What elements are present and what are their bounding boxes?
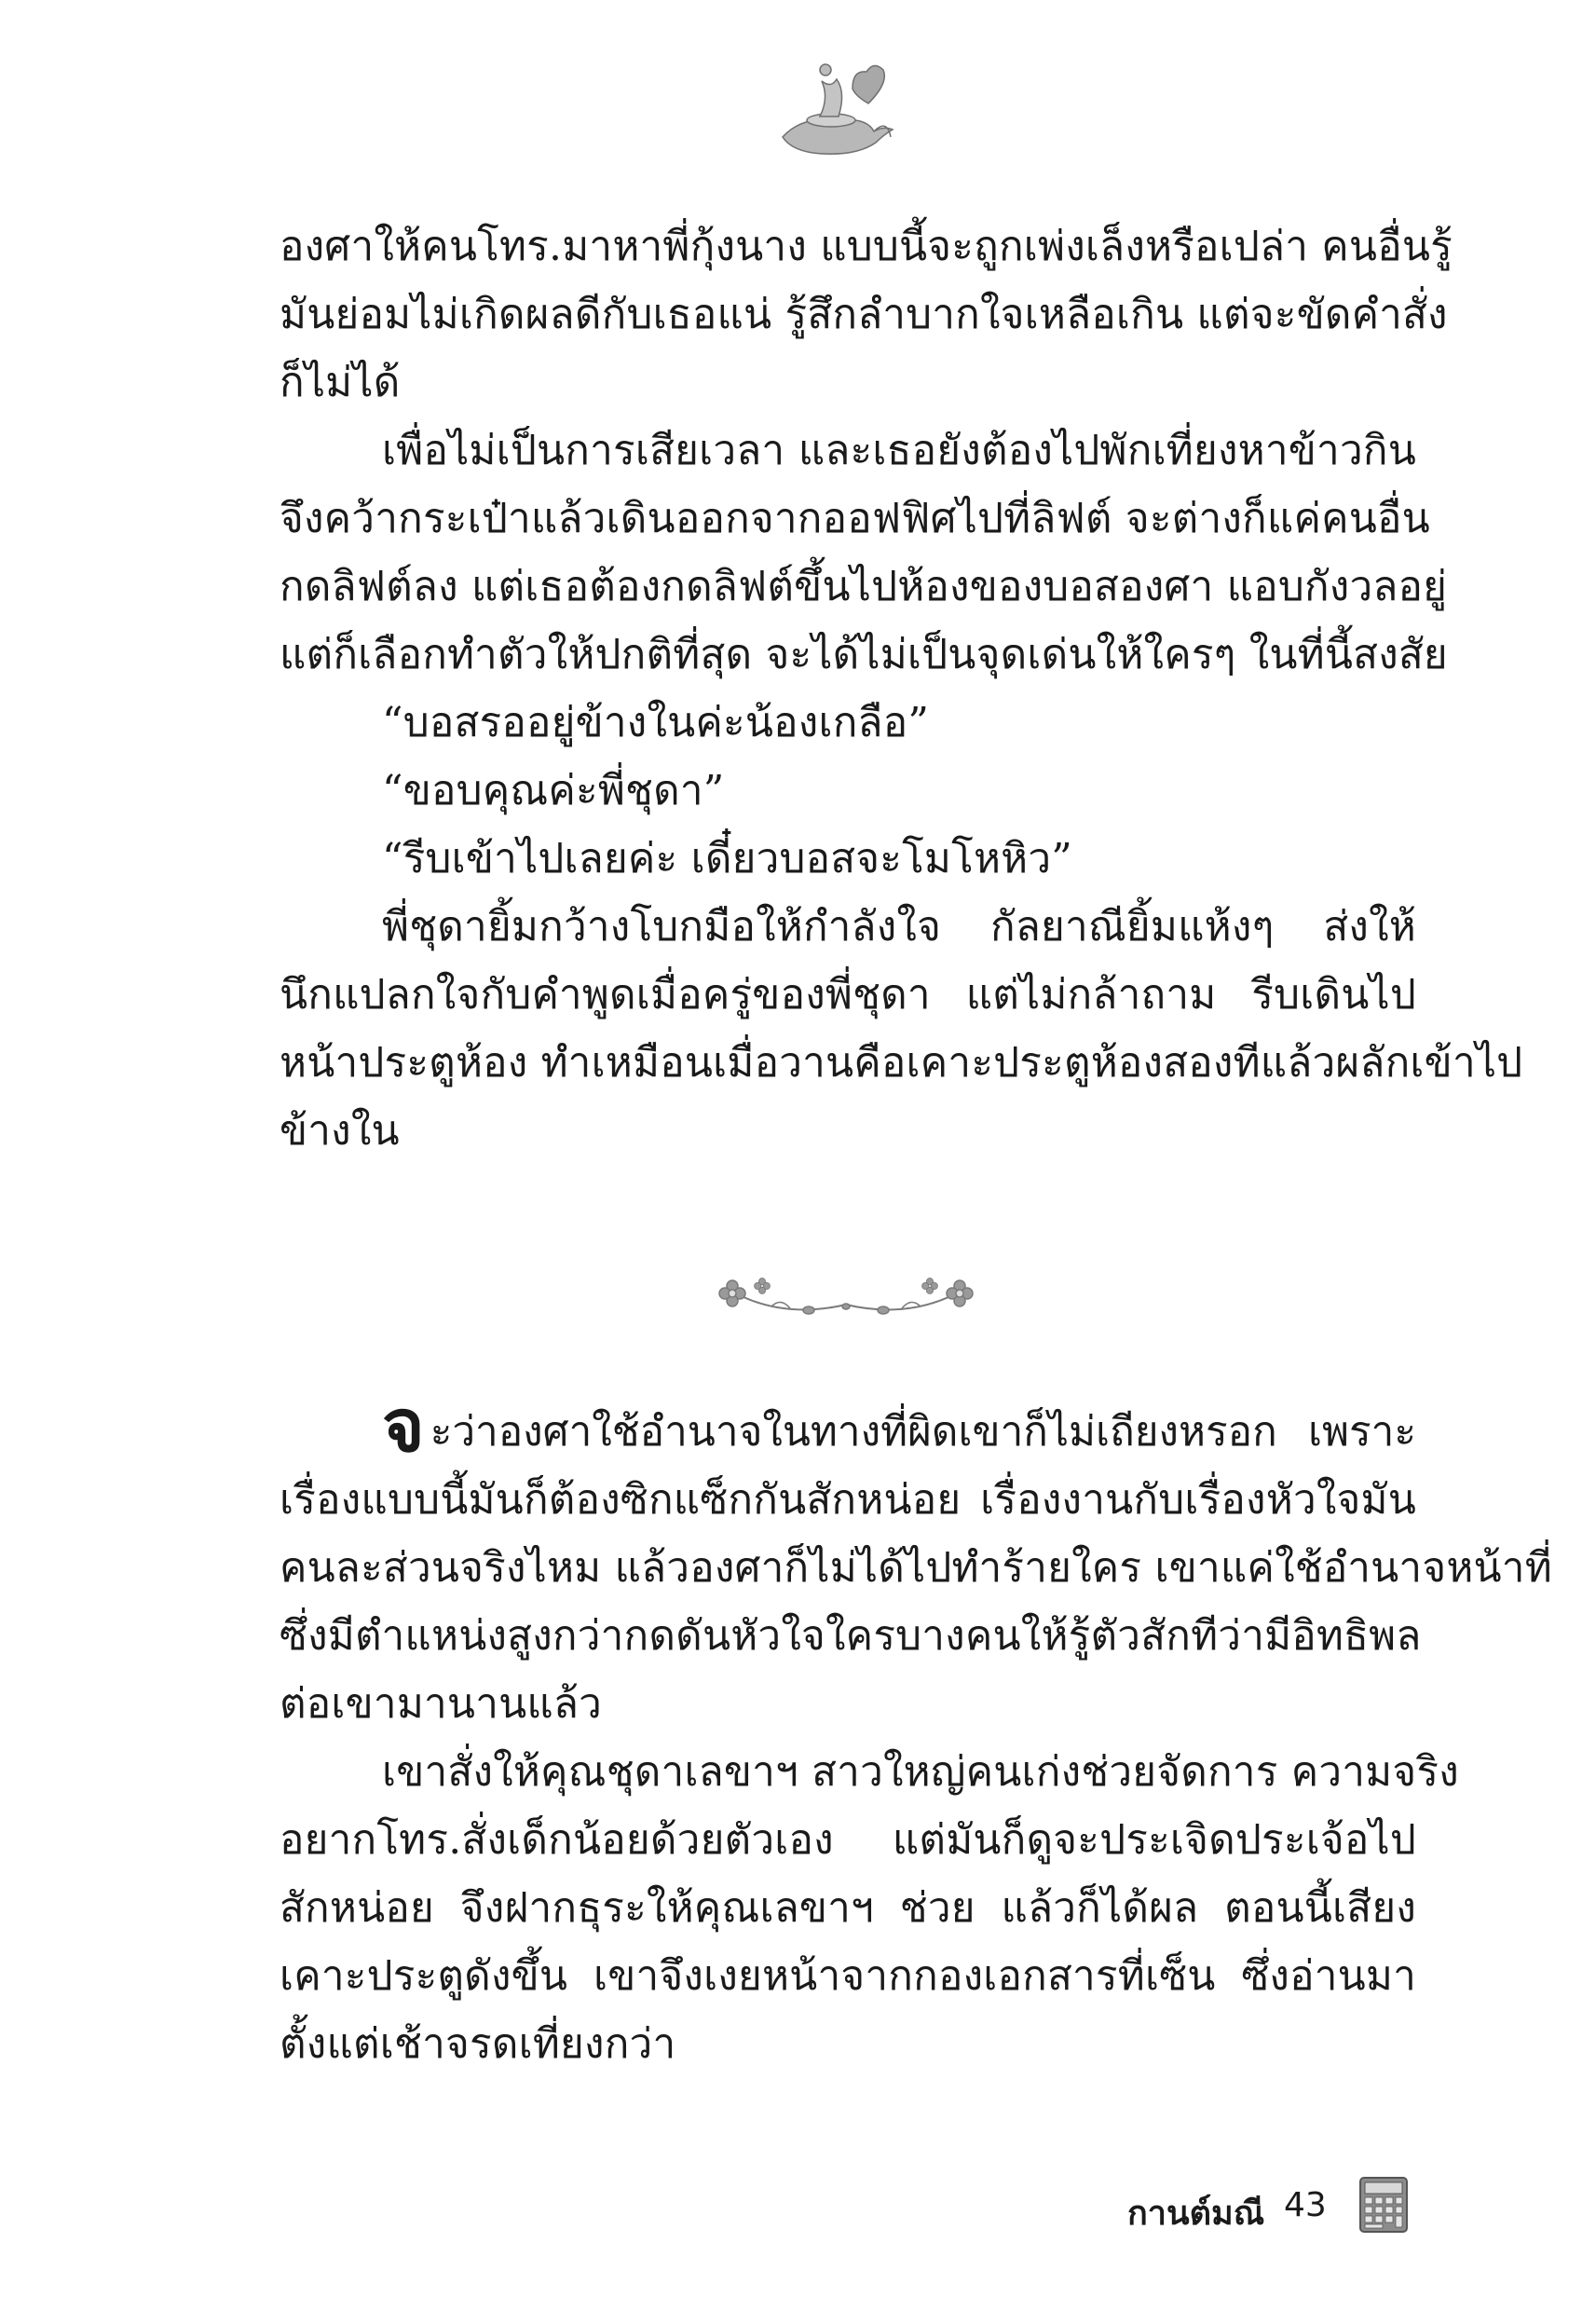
paragraph-line: คนละส่วนจริงไหม แล้วองศาก็ไม่ได้ไปทำร้ายใคร เขาแค่ใช้อำนาจหน้าที่ — [280, 1544, 1552, 1592]
dialogue-line: “ขอบคุณค่ะพี่ชุดา” — [382, 767, 725, 814]
paragraph-line: เคาะประตูดังขึ้น เขาจึงเงยหน้าจากกองเอกสารที่เซ็น ซึ่งอ่านมา — [280, 1952, 1416, 2000]
book-title: กานต์มณี — [1127, 2195, 1265, 2233]
paragraph-line: ข้างใน — [280, 1107, 400, 1155]
paragraph-line: ซึ่งมีตำแหน่งสูงกว่ากดดันหัวใจใครบางคนให้รู้ตัวสักทีว่ามีอิทธิพล — [280, 1612, 1422, 1660]
paragraph-line: สักหน่อย จึงฝากธุระให้คุณเลขาฯ ช่วย แล้วก็ได้ผล ตอนนี้เสียง — [280, 1884, 1416, 1932]
paragraph-line: กดลิฟต์ลง แต่เธอต้องกดลิฟต์ขึ้นไปห้องของบอสองศา แอบกังวลอยู่ — [280, 563, 1448, 610]
paragraph-line: พี่ชุดายิ้มกว้างโบกมือให้กำลังใจ กัลยาณียิ้มแห้งๆ ส่งให้ — [382, 903, 1416, 950]
calculator-icon — [1353, 2174, 1414, 2236]
drop-cap: จ — [382, 1384, 425, 1469]
paragraph-line: แต่ก็เลือกทำตัวให้ปกติที่สุด จะได้ไม่เป็นจุดเด่นให้ใครๆ ในที่นี้สงสัย — [280, 631, 1448, 678]
paragraph-line: เขาสั่งให้คุณชุดาเลขาฯ สาวใหญ่คนเก่งช่วยจัดการ ความจริง — [382, 1748, 1459, 1796]
opening-line-text: ะว่าองศาใช้อำนาจในทางที่ผิดเขาก็ไม่เถียงหรอก เพราะ — [430, 1408, 1416, 1456]
paragraph-line: เพื่อไม่เป็นการเสียเวลา และเธอยังต้องไปพักเที่ยงหาข้าวกิน — [382, 427, 1416, 474]
dialogue-line: “รีบเข้าไปเลยค่ะ เดี๋ยวบอสจะโมโหหิว” — [382, 835, 1072, 882]
opening-line — [280, 1384, 1416, 1469]
page-number: 43 — [1284, 2186, 1327, 2224]
paragraph-line: ก็ไม่ได้ — [280, 359, 401, 406]
dialogue-line: “บอสรออยู่ข้างในค่ะน้องเกลือ” — [382, 699, 930, 746]
paragraph-line: ต่อเขามานานแล้ว — [280, 1680, 603, 1728]
section-two-text — [280, 1384, 1552, 2078]
paragraph-line: นึกแปลกใจกับคำพูดเมื่อครู่ของพี่ชุดา แต่ไม่กล้าถาม รีบเดินไป — [280, 971, 1416, 1019]
paragraph-line: หน้าประตูห้อง ทำเหมือนเมื่อวานคือเคาะประตูห้องสองทีแล้วผลักเข้าไป — [280, 1039, 1523, 1087]
section-one-text — [280, 212, 1523, 1165]
paragraph-line: องศาให้คนโทร.มาหาพี่กุ้งนาง แบบนี้จะถูกเพ่งเล็งหรือเปล่า คนอื่นรู้ — [280, 223, 1453, 270]
paragraph-line: ตั้งแต่เช้าจรดเที่ยงกว่า — [280, 2020, 676, 2068]
floral-vine-divider-icon — [706, 1269, 986, 1325]
paragraph-line: มันย่อมไม่เกิดผลดีกับเธอแน่ รู้สึกลำบากใจเหลือเกิน แต่จะขัดคำสั่ง — [280, 291, 1448, 338]
paragraph-line: เรื่องแบบนี้มันก็ต้องซิกแซ็กกันสักหน่อย เรื่องงานกับเรื่องหัวใจมัน — [280, 1476, 1416, 1524]
paragraph-line: อยากโทร.สั่งเด็กน้อยด้วยตัวเอง แต่มันก็ดูจะประเจิดประเจ้อไป — [280, 1816, 1416, 1864]
genie-lamp-heart-icon — [764, 51, 904, 163]
paragraph-line: จึงคว้ากระเป๋าแล้วเดินออกจากออฟฟิศไปที่ลิฟต์ จะต่างก็แค่คนอื่น — [280, 495, 1430, 542]
page-footer — [1071, 2169, 1425, 2253]
